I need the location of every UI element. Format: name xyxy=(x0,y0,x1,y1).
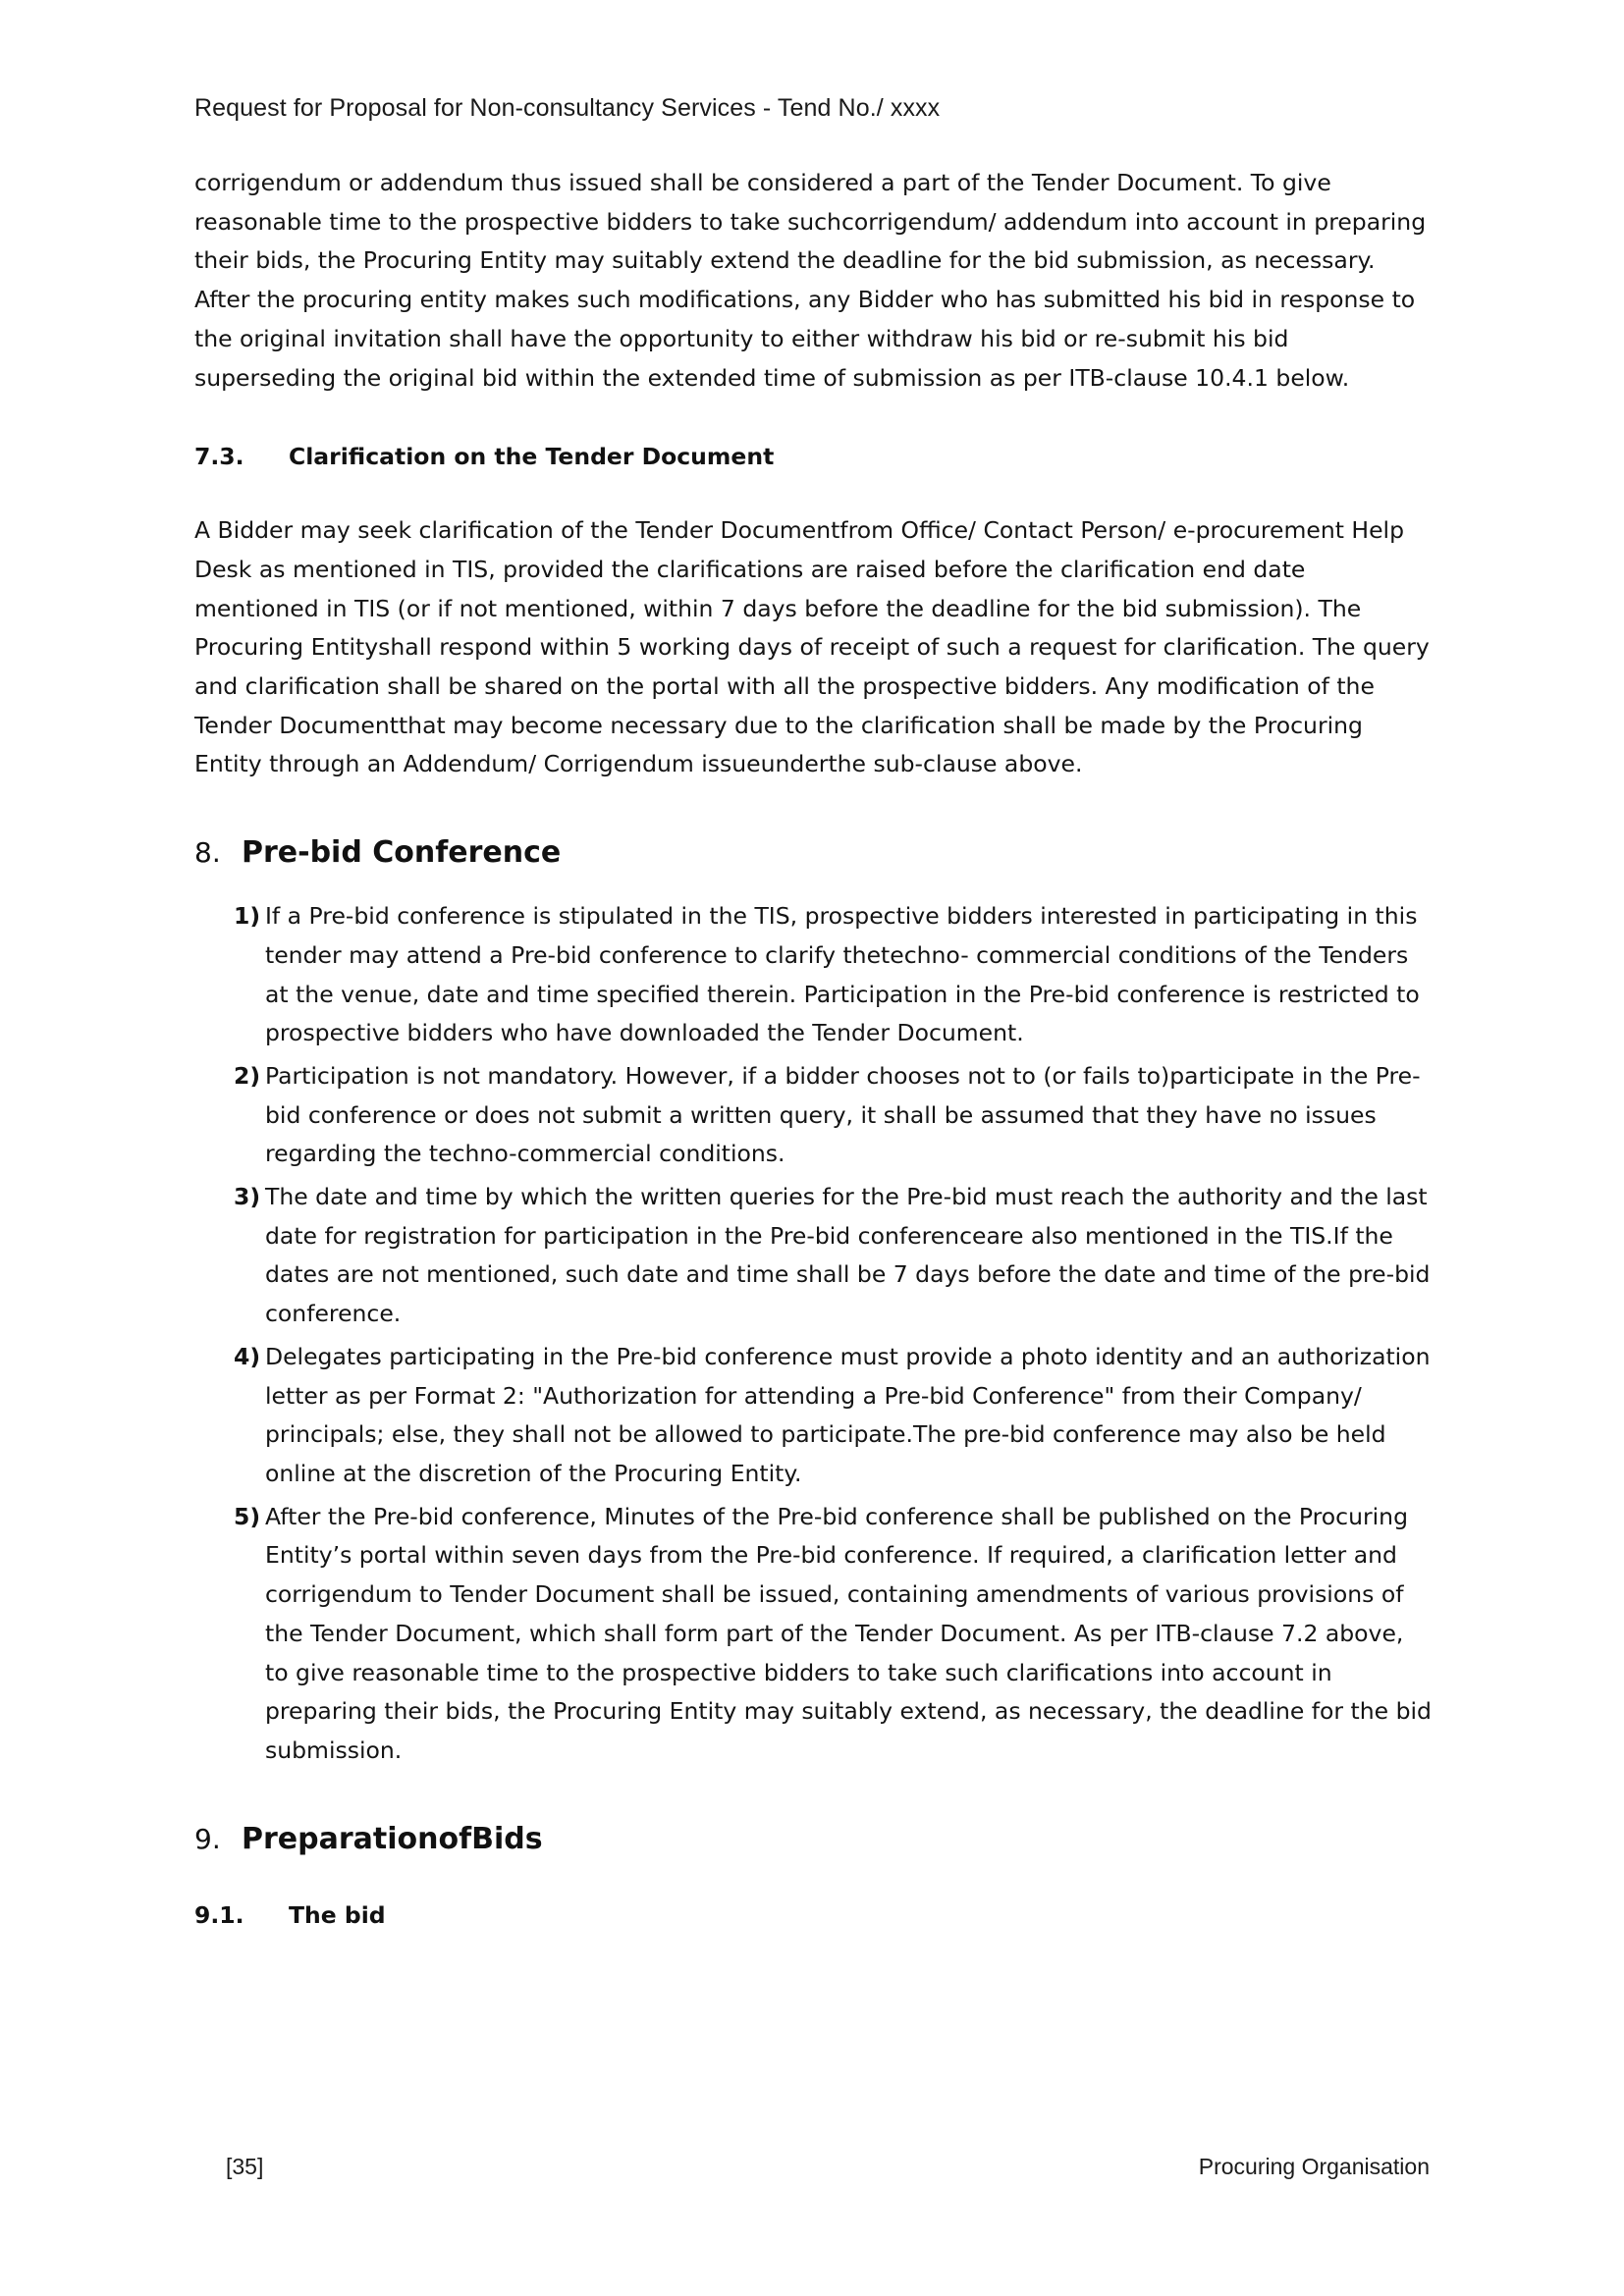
list-item-text: After the Pre-bid conference, Minutes of the Pre-bid conference shall be published on the Procuring Entity’s portal within seven days from the Pre-bid conference. If required, a clarification letter and corrigendum to Tender Document shall be issued, containing amendments of various provisions of the Tender Document, which shall form part of the Tender Document. As per ITB-clause 7.2 above, to give reasonable time to the prospective bidders to take such clarifications into account in preparing their bids, the Procuring Entity may suitably extend, as necessary, the deadline for the bid submission. xyxy=(265,1502,1432,1764)
clause-7-3-number: 7.3. xyxy=(194,443,244,471)
paragraph-corrigendum: corrigendum or addendum thus issued shall be considered a part of the Tender Document. To give reasonable time to the prospective bidders to take suchcorrigendum/ addendum into account in preparing their bids, the Procuring Entity may suitably extend the deadline for the bid submission, as necessary. After the procuring entity makes such modifications, any Bidder who has submitted his bid in response to the original invitation shall have the opportunity to either withdraw his bid or re-submit his bid superseding the original bid within the extended time of submission as per ITB-clause 10.4.1 below. xyxy=(194,169,1427,392)
section-8-title: Pre-bid Conference xyxy=(242,835,562,871)
list-item-text: The date and time by which the written queries for the Pre-bid must reach the authority and the last date for registration for participation in the Pre-bid conferenceare also mentioned in the TIS.If the dates are not mentioned, such date and time shall be 7 days before the date and time of the pre-bid conference. xyxy=(265,1183,1431,1328)
clause-9-1-title: The bid xyxy=(289,1900,386,1929)
list-item-marker: 3) xyxy=(234,1183,261,1211)
paragraph-clarification: A Bidder may seek clarification of the Tender Documentfrom Office/ Contact Person/ e-procurement Help Desk as mentioned in TIS, provided the clarifications are raised before the clarification end date mentioned in TIS (or if not mentioned, within 7 days before the deadline for the bid submission). The Procuring Entityshall respond within 5 working days of receipt of such a request for clarification. The query and clarification shall be shared on the portal with all the prospective bidders. Any modification of the Tender Documentthat may become necessary due to the clarification shall be made by the Procuring Entity through an Addendum/ Corrigendum issueunderthe sub-clause above. xyxy=(194,516,1430,778)
clause-7-3-title: Clarification on the Tender Document xyxy=(289,443,775,471)
clause-7-3-heading xyxy=(194,443,1432,470)
list-item-marker: 4) xyxy=(234,1342,261,1370)
list-item xyxy=(194,1057,1432,1174)
list-item-text: Participation is not mandatory. However, if a bidder chooses not to (or fails to)participate in the Pre-bid conference or does not submit a written query, it shall be assumed that they have no issues regarding the techno-commercial conditions. xyxy=(265,1061,1421,1168)
section-8-number: 8. xyxy=(194,836,221,870)
clause-9-1-number: 9.1. xyxy=(194,1900,244,1929)
page-content xyxy=(194,0,1432,2296)
footer-page-number: [35] xyxy=(226,2154,264,2179)
list-item-marker: 5) xyxy=(234,1502,261,1530)
section-8-list xyxy=(194,897,1432,1770)
list-item xyxy=(194,1498,1432,1771)
section-9-heading xyxy=(194,1822,1432,1856)
list-item-marker: 2) xyxy=(234,1061,261,1090)
list-item-marker: 1) xyxy=(234,902,261,931)
page-footer xyxy=(194,2154,1430,2180)
list-item xyxy=(194,897,1432,1053)
section-9-title: PreparationofBids xyxy=(242,1821,543,1856)
document-header: Request for Proposal for Non-consultancy Services - Tend No./ xxxx xyxy=(194,94,941,122)
list-item xyxy=(194,1178,1432,1334)
clause-9-1-heading xyxy=(194,1901,1432,1929)
footer-organisation: Procuring Organisation xyxy=(1198,2154,1430,2179)
section-8-heading xyxy=(194,835,1432,870)
list-item-text: Delegates participating in the Pre-bid conference must provide a photo identity and an authorization letter as per Format 2: "Authorization for attending a Pre-bid Conference" from their Company/ principals; else, they shall not be allowed to participate.The pre-bid conference may also be held online at the discretion of the Procuring Entity. xyxy=(265,1342,1431,1487)
section-9-number: 9. xyxy=(194,1822,221,1855)
list-item xyxy=(194,1338,1432,1494)
list-item-text: If a Pre-bid conference is stipulated in the TIS, prospective bidders interested in participating in this tender may attend a Pre-bid conference to clarify thetechno- commercial conditions of the Tenders at the venue, date and time specified therein. Participation in the Pre-bid conference is restricted to prospective bidders who have downloaded the Tender Document. xyxy=(265,902,1420,1047)
